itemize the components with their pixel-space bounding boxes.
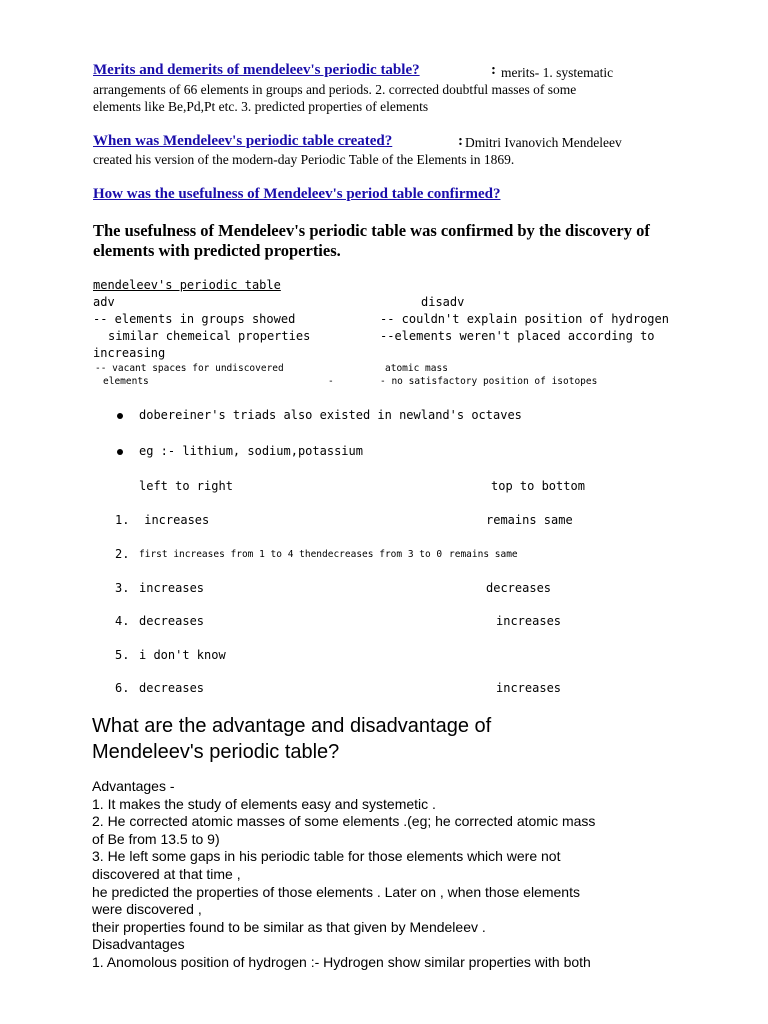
table-row-5-right: - no satisfactory position of isotopes — [380, 376, 598, 387]
table-row-3-left: increasing — [93, 346, 166, 360]
question-1-answer-line-3: elements like Be,Pd,Pt etc. 3. predicted properties of elements — [93, 99, 429, 114]
trend-row-number: 1. — [115, 513, 130, 527]
trend-row-right: remains same — [486, 513, 573, 527]
trend-row-number: 4. — [115, 614, 130, 628]
section-line: were discovered , — [92, 901, 202, 918]
section-line: 1. It makes the study of elements easy and systemetic . — [92, 795, 436, 812]
trend-row-number: 5. — [115, 648, 130, 662]
trend-row-left: increases — [137, 513, 210, 527]
table-row-5-left: elements — [103, 376, 149, 387]
question-2-link[interactable]: When was Mendeleev's periodic table created? — [93, 133, 393, 149]
question-1-answer-line-2: arrangements of 66 elements in groups and periods. 2. corrected doubtful masses of some — [93, 82, 577, 97]
table-row-1-left: -- elements in groups showed — [93, 312, 296, 326]
question-3-link[interactable]: How was the usefulness of Mendeleev's period table confirmed? — [93, 186, 501, 202]
trend-row-number: 3. — [115, 581, 130, 595]
section-line: discovered at that time , — [92, 865, 241, 882]
table-row-2-left: similar chemeical properties — [108, 329, 311, 343]
table-adv-heading: adv — [93, 295, 115, 309]
trend-row-left: decreases — [139, 681, 205, 695]
question-2-answer-line-2: created his version of the modern-day Periodic Table of the Elements in 1869. — [93, 152, 515, 167]
bullet-dot-icon — [117, 413, 123, 419]
section-line: he predicted the properties of those elements . Later on , when those elements — [92, 883, 580, 900]
section-line: their properties found to be similar as that given by Mendeleev . — [92, 918, 486, 935]
question-1-answer-line-1: merits- 1. systematic — [501, 65, 614, 80]
section-line: Advantages - — [92, 778, 175, 794]
trend-row-right: increases — [496, 681, 562, 695]
trends-right-heading: top to bottom — [491, 479, 585, 493]
section-line: 3. He left some gaps in his periodic table for those elements which were not — [92, 848, 561, 865]
section-line: 1. Anomolous position of hydrogen :- Hydrogen show similar properties with both — [92, 953, 591, 970]
trend-row-left: first increases from 1 to 4 thendecreases from 3 to 0 — [139, 549, 443, 560]
trend-row-right: increases — [496, 614, 562, 628]
table-row-4-left: -- vacant spaces for undiscovered — [95, 363, 284, 374]
section-heading-line-1: What are the advantage and disadvantage of — [92, 715, 492, 737]
section-line: of Be from 13.5 to 9) — [92, 830, 220, 847]
table-row-4-right: atomic mass — [385, 363, 448, 374]
trend-row-number: 2. — [115, 547, 130, 561]
table-title: mendeleev's periodic table — [93, 278, 281, 292]
table-row-5-mid: - — [328, 376, 334, 387]
trend-row-left: i don't know — [139, 648, 226, 662]
answer-paragraph — [93, 221, 650, 261]
section-line: 2. He corrected atomic masses of some elements .(eg; he corrected atomic mass — [92, 813, 596, 830]
section-line: Disadvantages — [92, 936, 185, 953]
question-2-answer-line-1: Dmitri Ivanovich Mendeleev — [465, 135, 622, 150]
trend-row-left: increases — [139, 581, 205, 595]
question-1-colon: : — [491, 62, 496, 78]
trend-row-number: 6. — [115, 681, 130, 695]
section-heading-line-2: Mendeleev's periodic table? — [92, 741, 340, 763]
question-1-link[interactable]: Merits and demerits of mendeleev's periodic table? — [93, 62, 420, 78]
answer-line-2: elements with predicted properties. — [93, 241, 341, 260]
trend-row-left: decreases — [139, 614, 205, 628]
trends-left-heading: left to right — [139, 479, 233, 493]
bullet-item: eg :- lithium, sodium,potassium — [139, 444, 363, 458]
trend-row-right: decreases — [486, 581, 552, 595]
section-heading — [92, 713, 491, 765]
table-disadv-heading: disadv — [421, 295, 465, 309]
trend-row-right: remains same — [449, 549, 518, 560]
table-row-1-right: -- couldn't explain position of hydrogen — [380, 312, 669, 326]
bullet-dot-icon — [117, 449, 123, 455]
question-2-colon: : — [458, 133, 463, 149]
bullet-item: dobereiner's triads also existed in newland's octaves — [139, 408, 522, 422]
table-row-2-right: --elements weren't placed according to — [380, 329, 655, 343]
answer-line-1: The usefulness of Mendeleev's periodic table was confirmed by the discovery of — [93, 221, 650, 240]
section-body — [92, 778, 595, 972]
